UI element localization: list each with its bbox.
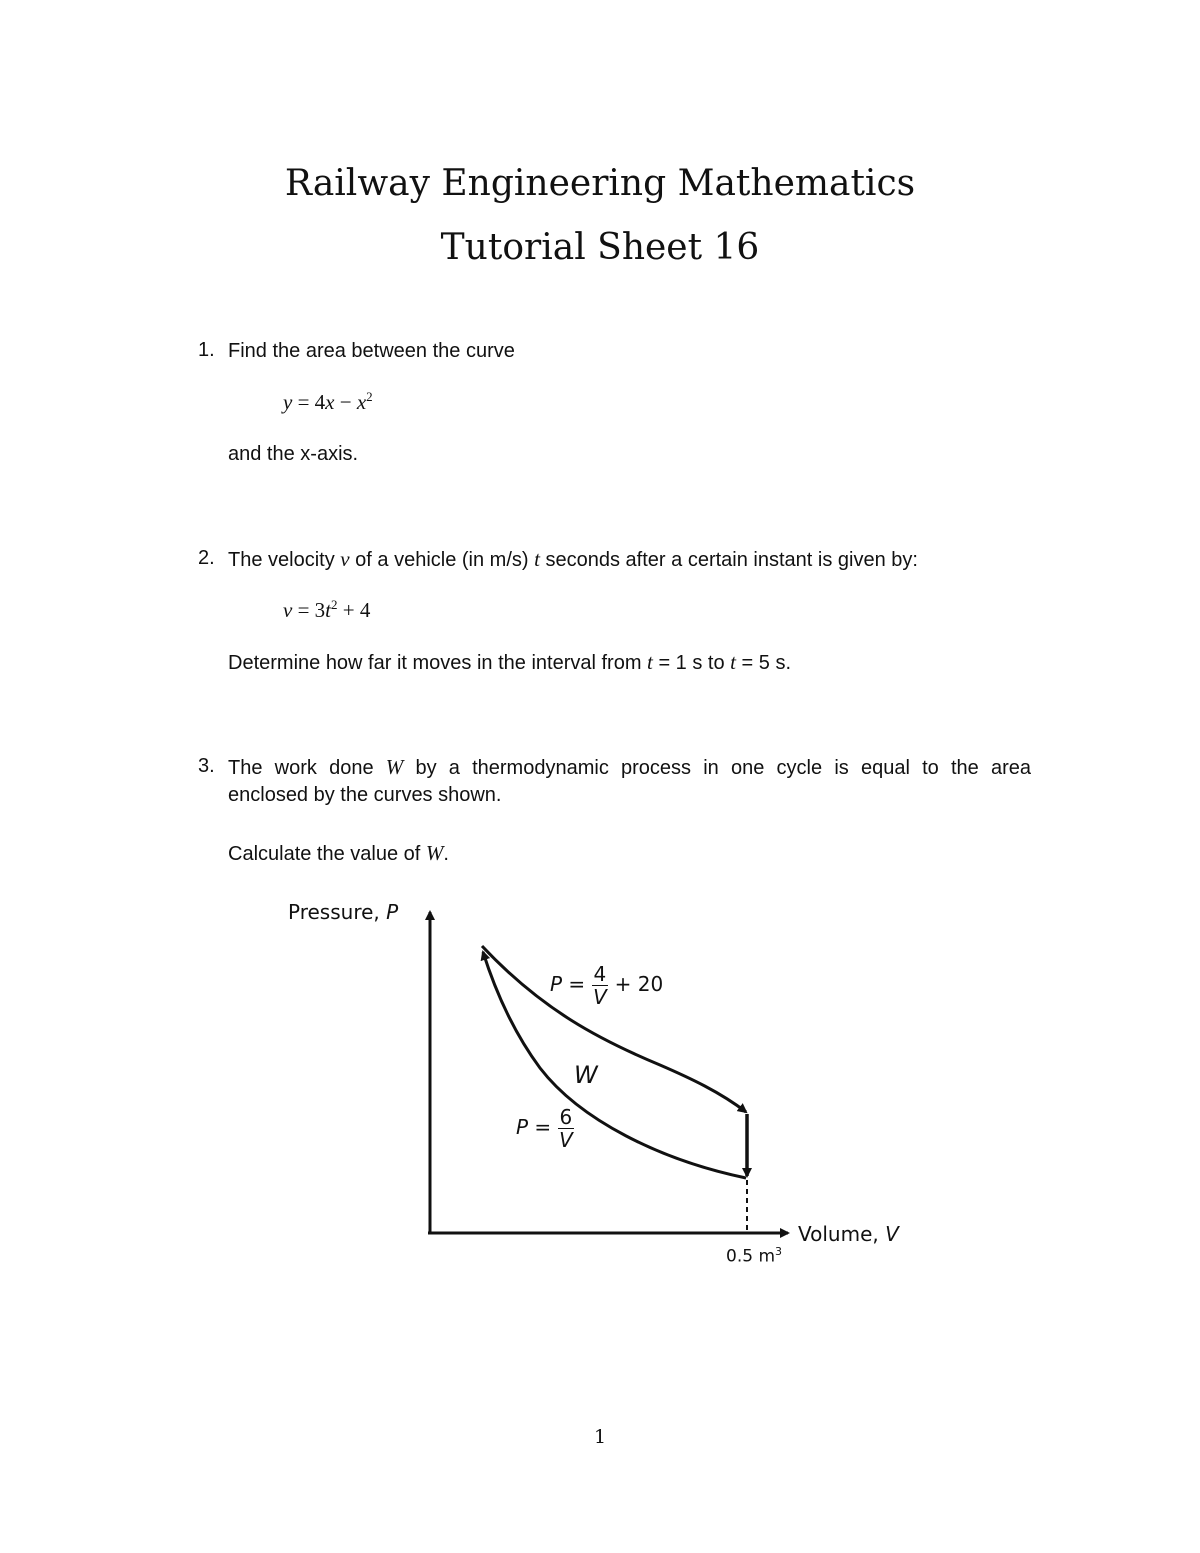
question-followup: and the x-axis. xyxy=(228,443,359,465)
equation: $y = 4x - x^2$ xyxy=(283,389,373,414)
upper-curve-equation: P = $\frac{4}{V}$ + 20 xyxy=(550,962,664,1009)
question-calculate: Calculate the value of W. xyxy=(228,841,449,865)
question-prompt: The velocity v of a vehicle (in m/s) t seconds after a certain instant is given by: xyxy=(228,547,918,571)
question-followup: Determine how far it moves in the interval from t = 1 s to t = 5 s. xyxy=(228,650,792,674)
question-number: 3. xyxy=(198,755,215,777)
x-axis-label: Volume, V xyxy=(798,1222,899,1246)
question-number: 1. xyxy=(198,339,215,361)
equation: $v = 3t^2 + 4$ xyxy=(283,597,371,622)
question-number: 2. xyxy=(198,547,215,569)
question-prompt-line-1: The work done W by a thermodynamic process in one cycle is equal to the area xyxy=(228,755,1031,779)
page-subtitle: Tutorial Sheet 16 xyxy=(440,227,760,268)
lower-curve-equation: P = $\frac{6}{V}$ xyxy=(516,1105,573,1152)
x-tick-label: 0.5 $m^3$ xyxy=(726,1245,782,1267)
area-label: W xyxy=(574,1061,598,1089)
page-number: 1 xyxy=(593,1426,607,1448)
question-prompt: Find the area between the curve xyxy=(228,340,515,362)
pv-diagram xyxy=(280,890,940,1280)
y-axis-label: Pressure, P xyxy=(288,900,399,924)
question-prompt-line-2: enclosed by the curves shown. xyxy=(228,784,502,806)
page-title: Railway Engineering Mathematics xyxy=(284,163,916,204)
